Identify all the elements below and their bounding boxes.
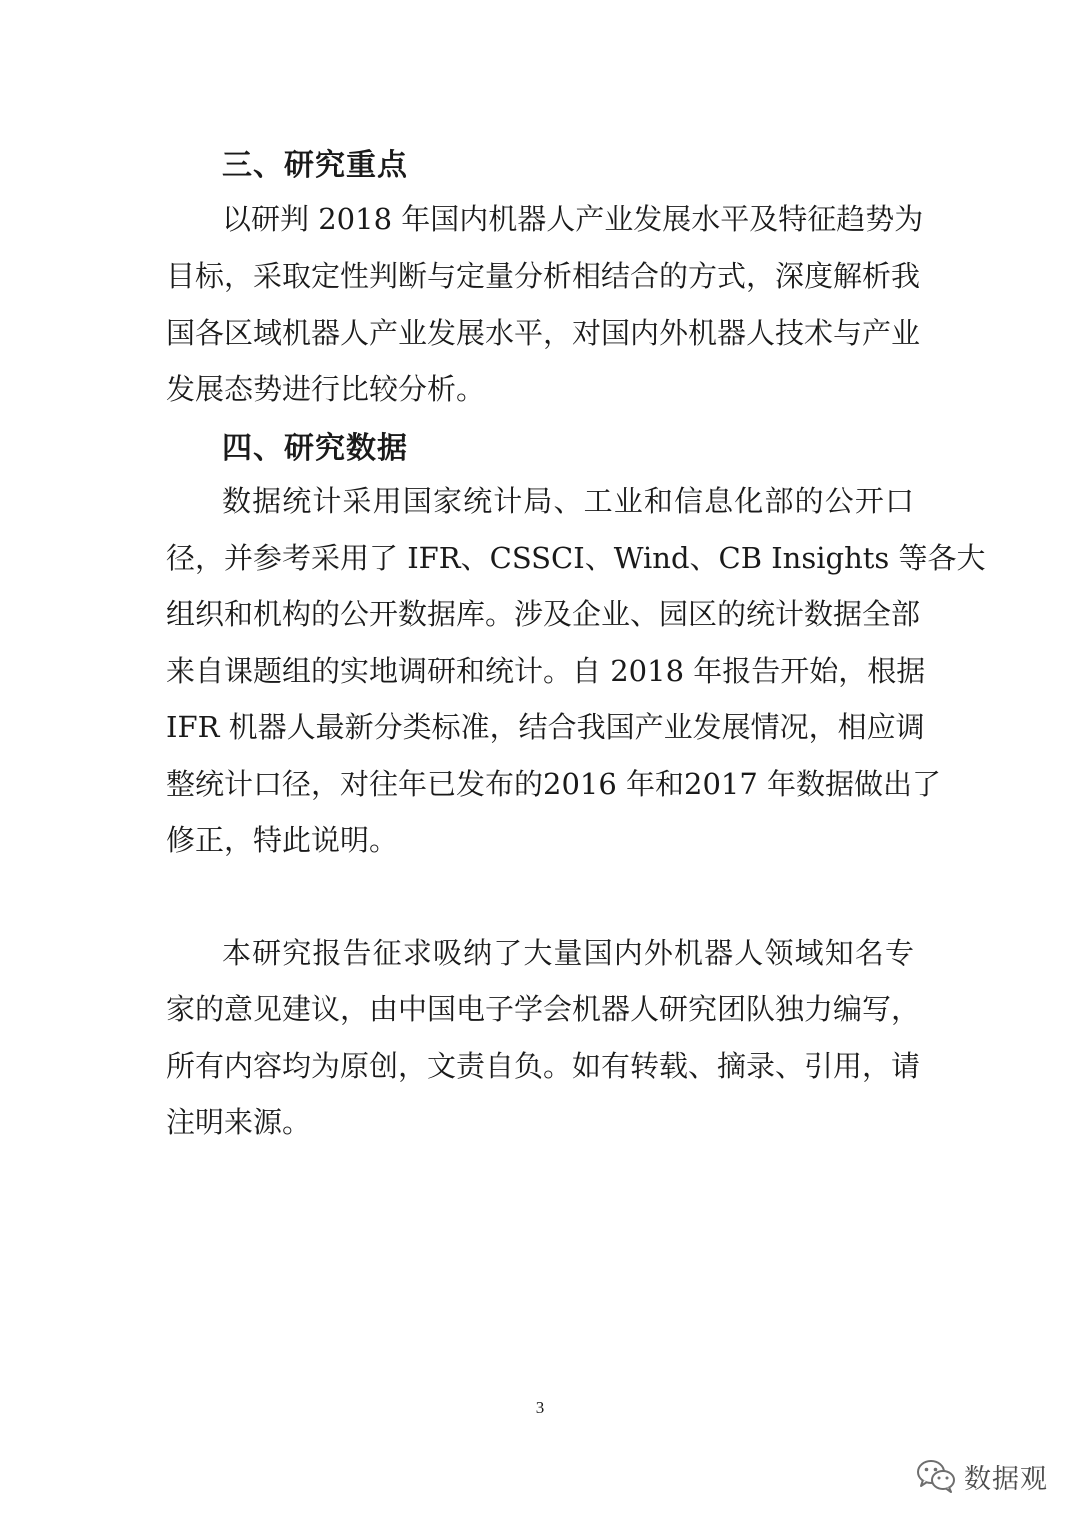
paragraph-line: IFR 机器人最新分类标准，结合我国产业发展情况，相应调	[166, 710, 925, 744]
watermark	[916, 1454, 1048, 1498]
paragraph-line: 国各区域机器人产业发展水平，对国内外机器人技术与产业	[166, 316, 921, 350]
statement-line: 注明来源。	[166, 1105, 312, 1139]
statement-line: 本研究报告征求吸纳了大量国内外机器人领域知名专	[222, 936, 914, 970]
paragraph-line: 整统计口径，对往年已发布的2016 年和2017 年数据做出了	[166, 767, 942, 801]
section-heading-research-data: 四、研究数据	[222, 431, 408, 466]
statement-line: 家的意见建议，由中国电子学会机器人研究团队独力编写，	[166, 992, 921, 1026]
paragraph-line: 组织和机构的公开数据库。涉及企业、园区的统计数据全部	[166, 597, 921, 631]
section-heading-research-focus: 三、研究重点	[222, 148, 408, 183]
statement-line: 所有内容均为原创，文责自负。如有转载、摘录、引用，请	[166, 1049, 921, 1083]
paragraph-line: 修正，特此说明。	[166, 823, 399, 857]
paragraph-line: 目标，采取定性判断与定量分析相结合的方式，深度解析我	[166, 259, 921, 293]
wechat-icon	[916, 1459, 956, 1493]
page-number: 3	[535, 1398, 545, 1417]
paragraph-line: 来自课题组的实地调研和统计。自 2018 年报告开始，根据	[166, 654, 926, 688]
watermark-text: 数据观	[964, 1463, 1048, 1495]
paragraph-line: 发展态势进行比较分析。	[166, 372, 486, 406]
paragraph-line: 数据统计采用国家统计局、工业和信息化部的公开口	[222, 484, 914, 518]
paragraph-line: 径，并参考采用了 IFR、CSSCI、Wind、CB Insights 等各大	[166, 541, 986, 575]
paragraph-line: 以研判 2018 年国内机器人产业发展水平及特征趋势为	[222, 202, 924, 236]
